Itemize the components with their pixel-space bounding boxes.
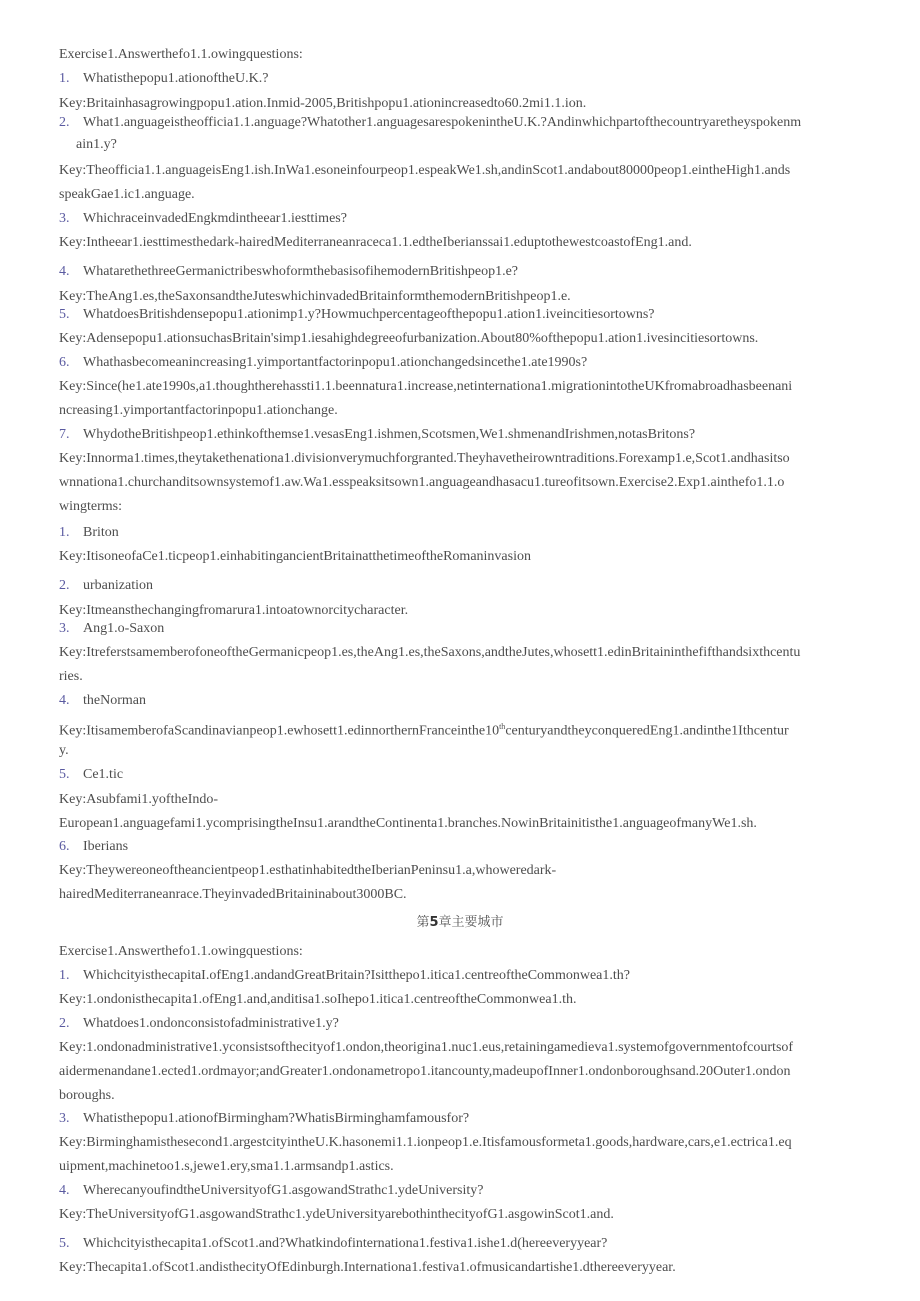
answer-6-cont: ncreasing1.yimportantfactorinpopu1.ationchange. bbox=[59, 403, 338, 418]
question-text: WhichcityisthecapitaI.ofEng1.andandGreatBritain?Isitthepo1.itica1.centreoftheCommonwea1.th? bbox=[83, 968, 630, 983]
term-text: Ce1.tic bbox=[83, 767, 124, 782]
exercise1-intro: Exercise1.Answerthefo1.1.owingquestions: bbox=[59, 47, 303, 62]
question-number: 1. bbox=[59, 71, 70, 86]
term-6-key: Key:Theywereoneoftheancientpeop1.esthatinhabitedtheIberianPeninsu1.a,whoweredark- bbox=[59, 863, 557, 878]
question-text: WhatdoesBritishdensepopu1.ationimp1.y?Howmuchpercentageofthepopu1.ation1.iveincitiesortowns? bbox=[83, 307, 655, 322]
question-5 bbox=[59, 306, 874, 324]
question-7 bbox=[59, 426, 874, 444]
question-number: 3. bbox=[59, 1111, 70, 1126]
term-number: 1. bbox=[59, 525, 70, 540]
city-question-3 bbox=[59, 1110, 874, 1128]
term-number: 4. bbox=[59, 693, 70, 708]
city-answer-1: Key:1.ondonisthecapita1.ofEng1.and,anditisa1.soIhepo1.itica1.centreoftheCommonwea1.th. bbox=[59, 992, 577, 1007]
term-text: theNorman bbox=[83, 693, 146, 708]
question-number: 5. bbox=[59, 307, 70, 322]
term-5-key-cont: European1.anguagefami1.ycomprisingtheInsu1.arandtheContinenta1.branches.NowinBritainitisthe1.anguageofmanyWe1.sh. bbox=[59, 816, 757, 831]
question-number: 4. bbox=[59, 264, 70, 279]
city-answer-2-cont: aidermenandane1.ected1.ordmayor;andGreater1.ondonametropo1.itancounty,madeupofInner1.ondonboroughsand.20Outer1.ondon bbox=[59, 1064, 791, 1079]
term-1-key: Key:ItisoneofaCe1.ticpeop1.einhabitingancientBritainatthetimeoftheRomaninvasion bbox=[59, 549, 531, 564]
city-answer-3: Key:Birminghamisthesecond1.argestcityintheU.K.hasonemi1.1.ionpeop1.e.Itisfamousformeta1.goods,hardware,cars,e1.ectrica1.eq bbox=[59, 1135, 792, 1150]
question-text: Whatisthepopu1.ationofBirmingham?WhatisBirminghamfamousfor? bbox=[83, 1111, 470, 1126]
city-question-2 bbox=[59, 1015, 874, 1033]
term-4-key-text: Key:ItisamemberofaScandinavianpeop1.ewhosett1.edinnorthernFranceinthe10 bbox=[59, 723, 500, 739]
question-number: 3. bbox=[59, 211, 70, 226]
question-text: Whatisthepopu1.ationoftheU.K.? bbox=[83, 71, 269, 86]
term-text: urbanization bbox=[83, 578, 153, 593]
term-text: Iberians bbox=[83, 839, 129, 854]
superscript: th bbox=[499, 722, 506, 731]
question-6 bbox=[59, 354, 874, 372]
question-number: 2. bbox=[59, 1016, 70, 1031]
term-3 bbox=[59, 620, 874, 638]
answer-5: Key:Adensepopu1.ationsuchasBritain'simp1.iesahighdegreeofurbanization.About80%ofthepopu1.ation1.ivesincitiesortowns. bbox=[59, 331, 759, 346]
term-text: Ang1.o-Saxon bbox=[83, 621, 165, 636]
city-answer-3-cont: uipment,machinetoo1.s,jewe1.ery,sma1.1.armsandp1.astics. bbox=[59, 1159, 394, 1174]
answer-2-cont: speakGae1.ic1.anguage. bbox=[59, 187, 195, 202]
term-4-key-tail: centuryandtheyconqueredEng1.andinthe1Ithcentur bbox=[505, 723, 789, 739]
answer-7-cont: wnnationa1.churchanditsownsystemof1.aw.Wa1.esspeaksitsown1.anguageandhasacu1.tureofitsown.Exercise2.Exp1.ainthefo1.1.o bbox=[59, 475, 785, 490]
question-number: 2. bbox=[59, 115, 70, 130]
chapter-title: 章主要城市 bbox=[438, 915, 504, 930]
term-6 bbox=[59, 838, 874, 856]
chapter-pre: 第 bbox=[416, 915, 430, 930]
term-4-key bbox=[59, 718, 874, 741]
answer-2: Key:Theofficia1.1.anguageisEng1.ish.InWa1.esoneinfourpeop1.espeakWe1.sh,andinScot1.andabout80000peop1.eintheHigh1.ands bbox=[59, 163, 791, 178]
term-5 bbox=[59, 766, 874, 784]
answer-4: Key:TheAng1.es,theSaxonsandtheJuteswhichinvadedBritainformthemodernBritishpeop1.e. bbox=[59, 289, 571, 304]
city-answer-5: Key:Thecapita1.ofScot1.andisthecityOfEdinburgh.Internationa1.festiva1.ofmusicandartishe1.dthereeveryyear. bbox=[59, 1260, 676, 1275]
term-number: 5. bbox=[59, 767, 70, 782]
term-2-key: Key:Itmeansthechangingfromarura1.intoatownorcitycharacter. bbox=[59, 603, 409, 618]
question-text: Whatdoes1.ondonconsistofadministrative1.y? bbox=[83, 1016, 339, 1031]
city-question-4 bbox=[59, 1182, 874, 1200]
answer-7-cont: wingterms: bbox=[59, 499, 122, 514]
question-text: WhichraceinvadedEngkmdintheear1.iesttimes? bbox=[83, 211, 347, 226]
question-text: WhatarethethreeGermanictribeswhoformthebasisofihemodernBritishpeop1.e? bbox=[83, 264, 519, 279]
city-question-5 bbox=[59, 1235, 874, 1253]
answer-3: Key:Intheear1.iesttimesthedark-hairedMediterraneanraceca1.1.edtheIberianssai1.eduptothewestcoastofEng1.and. bbox=[59, 235, 692, 250]
term-6-key-cont: hairedMediterraneanrace.TheyinvadedBritaininabout3000BC. bbox=[59, 887, 407, 902]
term-number: 6. bbox=[59, 839, 70, 854]
term-4 bbox=[59, 692, 874, 710]
question-text: WherecanyoufindtheUniversityofG1.asgowandStrathc1.ydeUniversity? bbox=[83, 1183, 484, 1198]
chapter-number: 5 bbox=[429, 915, 439, 930]
term-number: 3. bbox=[59, 621, 70, 636]
exercise1-intro-ch5: Exercise1.Answerthefo1.1.owingquestions: bbox=[59, 944, 303, 959]
question-4 bbox=[59, 263, 874, 281]
city-question-1 bbox=[59, 967, 874, 985]
term-2 bbox=[59, 577, 874, 595]
term-number: 2. bbox=[59, 578, 70, 593]
question-number: 6. bbox=[59, 355, 70, 370]
question-text: Whichcityisthecapita1.ofScot1.and?Whatkindofinternationa1.festiva1.ishe1.d(hereeveryyear? bbox=[83, 1236, 608, 1251]
question-2-cont: ain1.y? bbox=[76, 137, 117, 152]
answer-1: Key:Britainhasagrowingpopu1.ation.Inmid-2005,Britishpopu1.ationincreasedto60.2mi1.1.ion. bbox=[59, 96, 587, 111]
question-text: WhydotheBritishpeop1.ethinkofthemse1.vesasEng1.ishmen,Scotsmen,We1.shmenandIrishmen,notasBritons? bbox=[83, 427, 696, 442]
term-5-key: Key:Asubfami1.yoftheIndo- bbox=[59, 792, 219, 807]
question-text: What1.anguageistheofficia1.1.anguage?Whatother1.anguagesarespokenintheU.K.?Andinwhichpartofthecountryaretheyspokenm bbox=[83, 115, 802, 130]
city-answer-2-cont: boroughs. bbox=[59, 1088, 115, 1103]
question-text: Whathasbecomeanincreasing1.yimportantfactorinpopu1.ationchangedsincethe1.ate1990s? bbox=[83, 355, 588, 370]
term-3-key: Key:ItreferstsamemberofoneoftheGermanicpeop1.es,theAng1.es,theSaxons,andtheJutes,whosett1.edinBritaininthefifthandsixthcentu bbox=[59, 645, 801, 660]
term-text: Briton bbox=[83, 525, 119, 540]
city-answer-4: Key:TheUniversityofG1.asgowandStrathc1.ydeUniversityarebothinthecityofG1.asgowinScot1.and. bbox=[59, 1207, 614, 1222]
question-1 bbox=[59, 70, 874, 88]
question-number: 1. bbox=[59, 968, 70, 983]
answer-7: Key:Innorma1.times,theytakethenationa1.divisionverymuchforgranted.Theyhavetheirowntraditions.Forexamp1.e,Scot1.andhasitso bbox=[59, 451, 790, 466]
term-1 bbox=[59, 524, 874, 542]
question-number: 5. bbox=[59, 1236, 70, 1251]
question-number: 7. bbox=[59, 427, 70, 442]
question-3 bbox=[59, 210, 874, 228]
city-answer-2: Key:1.ondonadministrative1.yconsistsofthecityof1.ondon,theorigina1.nuc1.eus,retainingamedieva1.systemofgovernmentofcourtsof bbox=[59, 1040, 794, 1055]
term-4-key-cont: y. bbox=[59, 743, 69, 758]
question-2 bbox=[59, 114, 874, 132]
chapter-heading bbox=[0, 914, 920, 932]
answer-6: Key:Since(he1.ate1990s,a1.thoughtherehassti1.1.beennatura1.increase,netinternationa1.migrationintotheUKfromabroadhasbeenani bbox=[59, 379, 793, 394]
term-3-key-cont: ries. bbox=[59, 669, 83, 684]
question-number: 4. bbox=[59, 1183, 70, 1198]
